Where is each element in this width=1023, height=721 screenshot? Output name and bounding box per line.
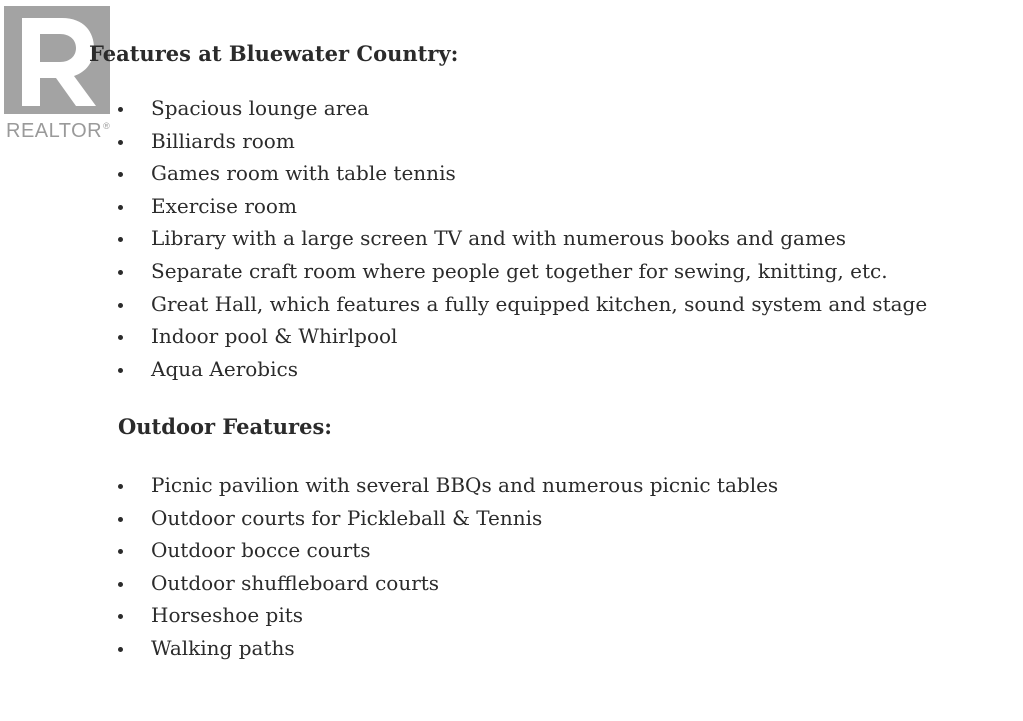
list-item: Outdoor bocce courts bbox=[118, 534, 778, 567]
list-item: Billiards room bbox=[118, 125, 927, 158]
indoor-features-heading: Features at Bluewater Country: bbox=[89, 41, 459, 66]
outdoor-features-heading: Outdoor Features: bbox=[118, 414, 333, 439]
list-item: Separate craft room where people get together for sewing, knitting, etc. bbox=[118, 255, 927, 288]
realtor-wordmark: REALTOR® bbox=[6, 120, 111, 142]
list-item: Exercise room bbox=[118, 190, 927, 223]
list-item: Walking paths bbox=[118, 632, 778, 665]
list-item: Games room with table tennis bbox=[118, 157, 927, 190]
list-item: Spacious lounge area bbox=[118, 92, 927, 125]
list-item: Horseshoe pits bbox=[118, 599, 778, 632]
list-item: Outdoor courts for Pickleball & Tennis bbox=[118, 502, 778, 535]
list-item: Indoor pool & Whirlpool bbox=[118, 320, 927, 353]
list-item: Picnic pavilion with several BBQs and numerous picnic tables bbox=[118, 469, 778, 502]
realtor-logo bbox=[4, 6, 116, 140]
list-item: Library with a large screen TV and with numerous books and games bbox=[118, 222, 927, 255]
list-item: Aqua Aerobics bbox=[118, 353, 927, 386]
indoor-features-list bbox=[118, 92, 927, 385]
outdoor-features-list bbox=[118, 469, 778, 665]
list-item: Great Hall, which features a fully equipped kitchen, sound system and stage bbox=[118, 288, 927, 321]
list-item: Outdoor shuffleboard courts bbox=[118, 567, 778, 600]
